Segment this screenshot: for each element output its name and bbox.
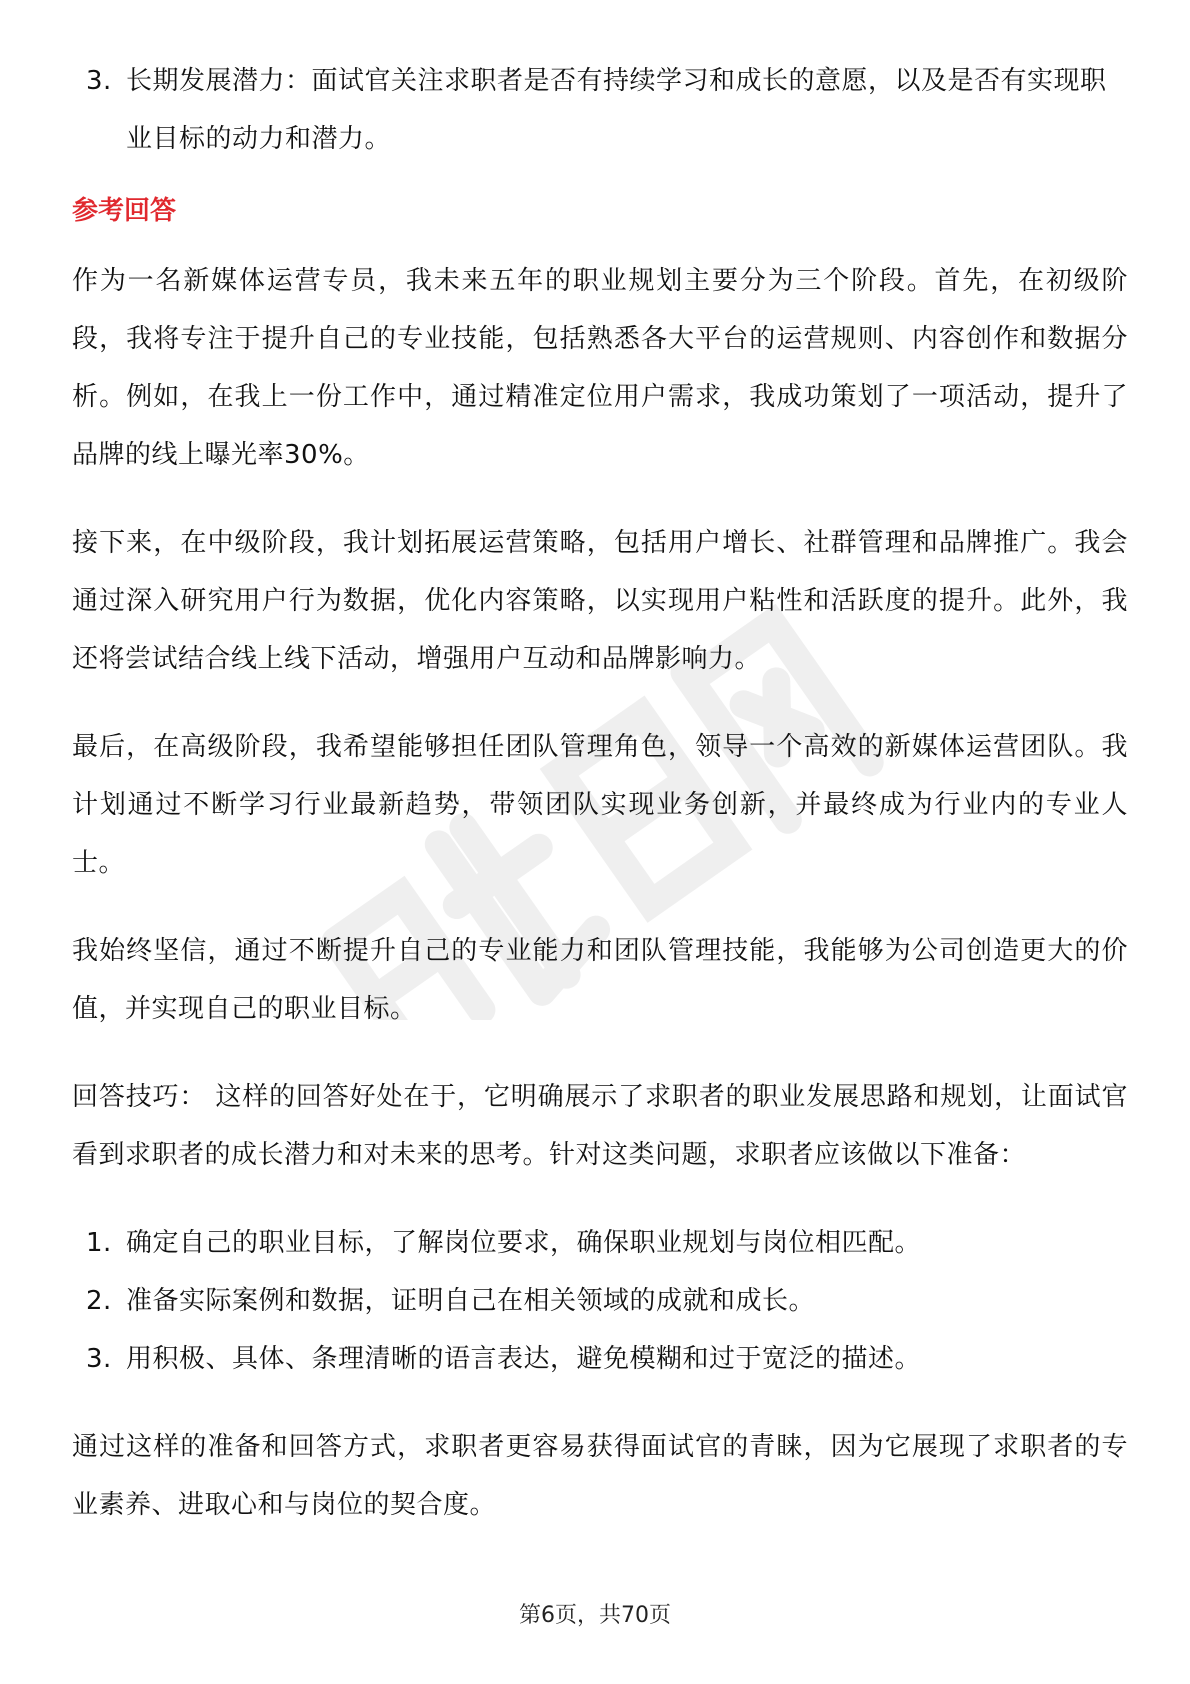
paragraph: 接下来，在中级阶段，我计划拓展运营策略，包括用户增长、社群管理和品牌推广。我会通过深入研究用户行为数据，优化内容策略，以实现用户粘性和活跃度的提升。此外，我还将尝试结合线上线下活动，增强用户互动和品牌影响力。: [72, 528, 1128, 674]
closing-paragraph: 通过这样的准备和回答方式，求职者更容易获得面试官的青睐，因为它展现了求职者的专业素养、进取心和与岗位的契合度。: [72, 1432, 1128, 1520]
list-number: 2.: [86, 1286, 112, 1316]
list-item: [72, 1214, 1128, 1272]
list-number: 3.: [86, 1344, 112, 1374]
page-number-footer: 第6页，共70页: [519, 1603, 671, 1628]
tips-list: [72, 1214, 1128, 1388]
list-item: [72, 1330, 1128, 1388]
answer-tips-paragraph: 回答技巧： 这样的回答好处在于，它明确展示了求职者的职业发展思路和规划，让面试官看到求职者的成长潜力和对未来的思考。针对这类问题，求职者应该做以下准备：: [72, 1082, 1128, 1170]
page-content: [72, 52, 1128, 1534]
list-number: 1.: [86, 1228, 112, 1258]
paragraph: 我始终坚信，通过不断提升自己的专业能力和团队管理技能，我能够为公司创造更大的价值，并实现自己的职业目标。: [72, 936, 1128, 1024]
list-text: 确定自己的职业目标，了解岗位要求，确保职业规划与岗位相匹配。: [126, 1228, 922, 1258]
paragraph: 作为一名新媒体运营专员，我未来五年的职业规划主要分为三个阶段。首先，在初级阶段，我将专注于提升自己的专业技能，包括熟悉各大平台的运营规则、内容创作和数据分析。例如，在我上一份工作中，通过精准定位用户需求，我成功策划了一项活动，提升了品牌的线上曝光率30%。: [72, 266, 1128, 470]
list-text: 用积极、具体、条理清晰的语言表达，避免模糊和过于宽泛的描述。: [126, 1344, 922, 1374]
list-text: 长期发展潜力：面试官关注求职者是否有持续学习和成长的意愿，以及是否有实现职业目标的动力和潜力。: [126, 66, 1107, 154]
section-heading: 参考回答: [72, 196, 177, 226]
list-item: [72, 1272, 1128, 1330]
list-text: 准备实际案例和数据，证明自己在相关领域的成就和成长。: [126, 1286, 816, 1316]
list-item: [72, 52, 1128, 168]
paragraph: 最后，在高级阶段，我希望能够担任团队管理角色，领导一个高效的新媒体运营团队。我计划通过不断学习行业最新趋势，带领团队实现业务创新，并最终成为行业内的专业人士。: [72, 732, 1128, 878]
list-number: 3.: [86, 66, 112, 96]
criteria-list: [72, 52, 1128, 168]
